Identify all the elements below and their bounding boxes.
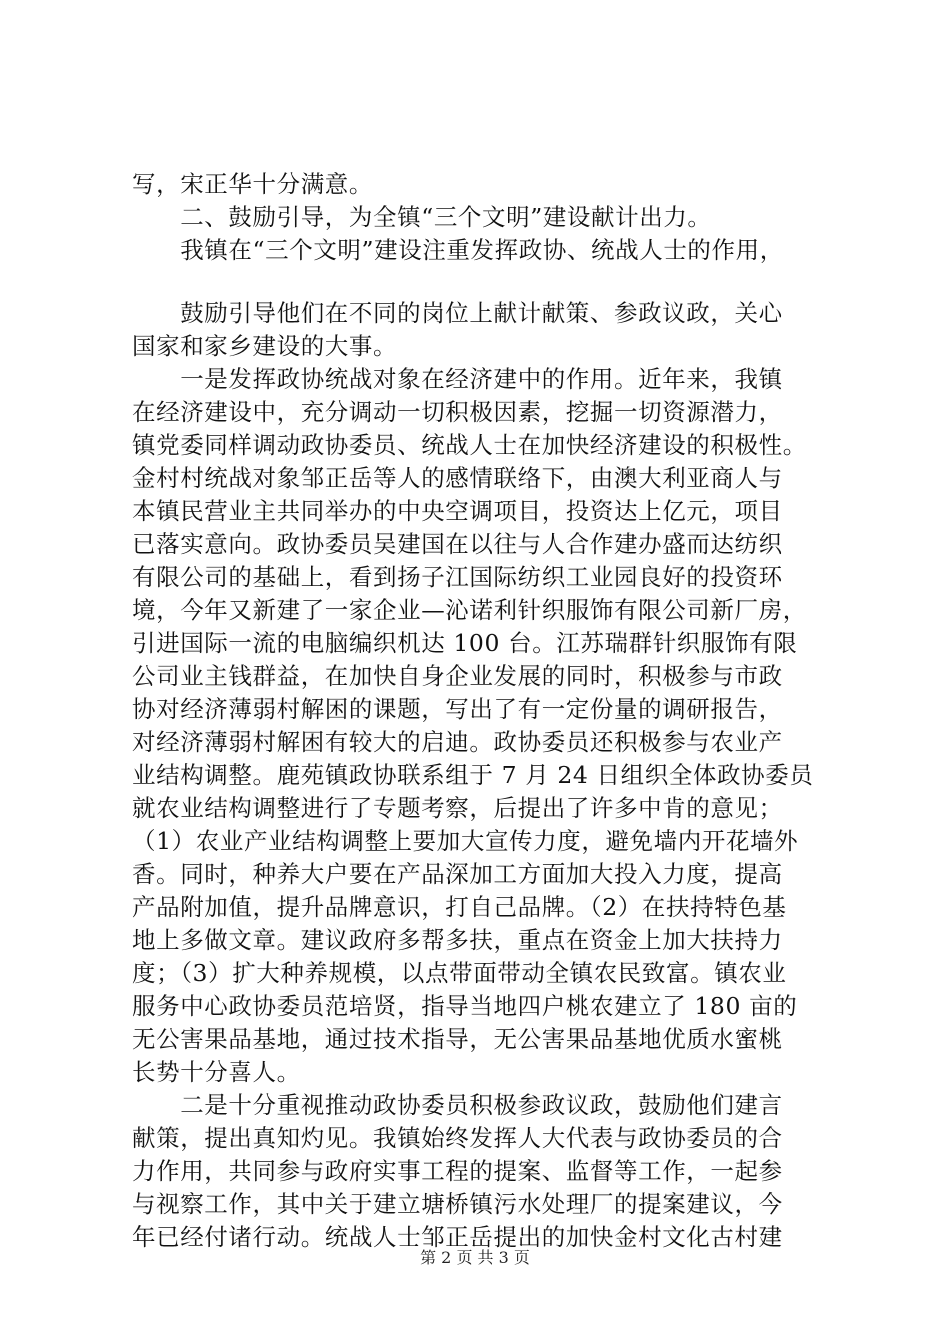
text-line: 有限公司的基础上，看到扬子江国际纺织工业园良好的投资环 (132, 563, 783, 591)
text-line: 地上多做文章。建议政府多帮多扶，重点在资金上加大扶持力 (132, 926, 783, 954)
text-line: 境，今年又新建了一家企业—沁诺利针织服饰有限公司新厂房， (132, 596, 807, 624)
text-line: 二是十分重视推动政协委员积极参政议政，鼓励他们建言 (132, 1091, 783, 1119)
text-line: 金村村统战对象邹正岳等人的感情联络下，由澳大利亚商人与 (132, 464, 783, 492)
section-heading: 二、鼓励引导，为全镇“三个文明”建设献计出力。 (132, 203, 712, 231)
text-line: 鼓励引导他们在不同的岗位上献计献策、参政议政，关心 (132, 299, 783, 327)
text-line: 引进国际一流的电脑编织机达 100 台。江苏瑞群针织服饰有限 (132, 629, 798, 657)
text-line: 一是发挥政协统战对象在经济建中的作用。近年来，我镇 (132, 365, 783, 393)
text-line: 写，宋正华十分满意。 (132, 170, 373, 198)
text-line: 本镇民营业主共同举办的中央空调项目，投资达上亿元，项目 (132, 497, 783, 525)
text-line: 香。同时，种养大户要在产品深加工方面加大投入力度，提高 (132, 860, 783, 888)
text-line: 就农业结构调整进行了专题考察，后提出了许多中肯的意见； (132, 794, 783, 822)
text-line: 献策，提出真知灼见。我镇始终发挥人大代表与政协委员的合 (132, 1124, 783, 1152)
page-number-footer: 第 2 页 共 3 页 (420, 1248, 530, 1267)
text-line: 对经济薄弱村解困有较大的启迪。政协委员还积极参与农业产 (132, 728, 783, 756)
text-line: 公司业主钱群益，在加快自身企业发展的同时，积极参与市政 (132, 662, 783, 690)
text-line: 镇党委同样调动政协委员、统战人士在加快经济建设的积极性。 (132, 431, 807, 459)
text-line: 国家和家乡建设的大事。 (132, 332, 398, 360)
text-line: 在经济建设中，充分调动一切积极因素，挖掘一切资源潜力， (132, 398, 783, 426)
text-block-main (132, 297, 832, 1254)
text-line: （1）农业产业结构调整上要加大宣传力度，避免墙内开花墙外 (132, 827, 799, 855)
text-line: 度；（3）扩大种养规模，以点带面带动全镇农民致富。镇农业 (132, 959, 787, 987)
text-line: 产品附加值，提升品牌意识，打自己品牌。（2）在扶持特色基 (132, 893, 787, 921)
text-line: 年已经付诸行动。统战人士邹正岳提出的加快金村文化古村建 (132, 1223, 783, 1251)
text-block-top (132, 168, 832, 267)
text-line: 无公害果品基地，通过技术指导，无公害果品基地优质水蜜桃 (132, 1025, 783, 1053)
text-line: 力作用，共同参与政府实事工程的提案、监督等工作，一起参 (132, 1157, 783, 1185)
text-line: 长势十分喜人。 (132, 1058, 301, 1086)
text-line: 与视察工作，其中关于建立塘桥镇污水处理厂的提案建议，今 (132, 1190, 783, 1218)
text-line: 业结构调整。鹿苑镇政协联系组于 7 月 24 日组织全体政协委员 (132, 761, 814, 789)
text-line: 我镇在“三个文明”建设注重发挥政协、统战人士的作用， (132, 236, 784, 264)
text-line: 服务中心政协委员范培贤，指导当地四户桃农建立了 180 亩的 (132, 992, 798, 1020)
text-line: 已落实意向。政协委员吴建国在以往与人合作建办盛而达纺织 (132, 530, 783, 558)
text-line: 协对经济薄弱村解困的课题，写出了有一定份量的调研报告， (132, 695, 783, 723)
